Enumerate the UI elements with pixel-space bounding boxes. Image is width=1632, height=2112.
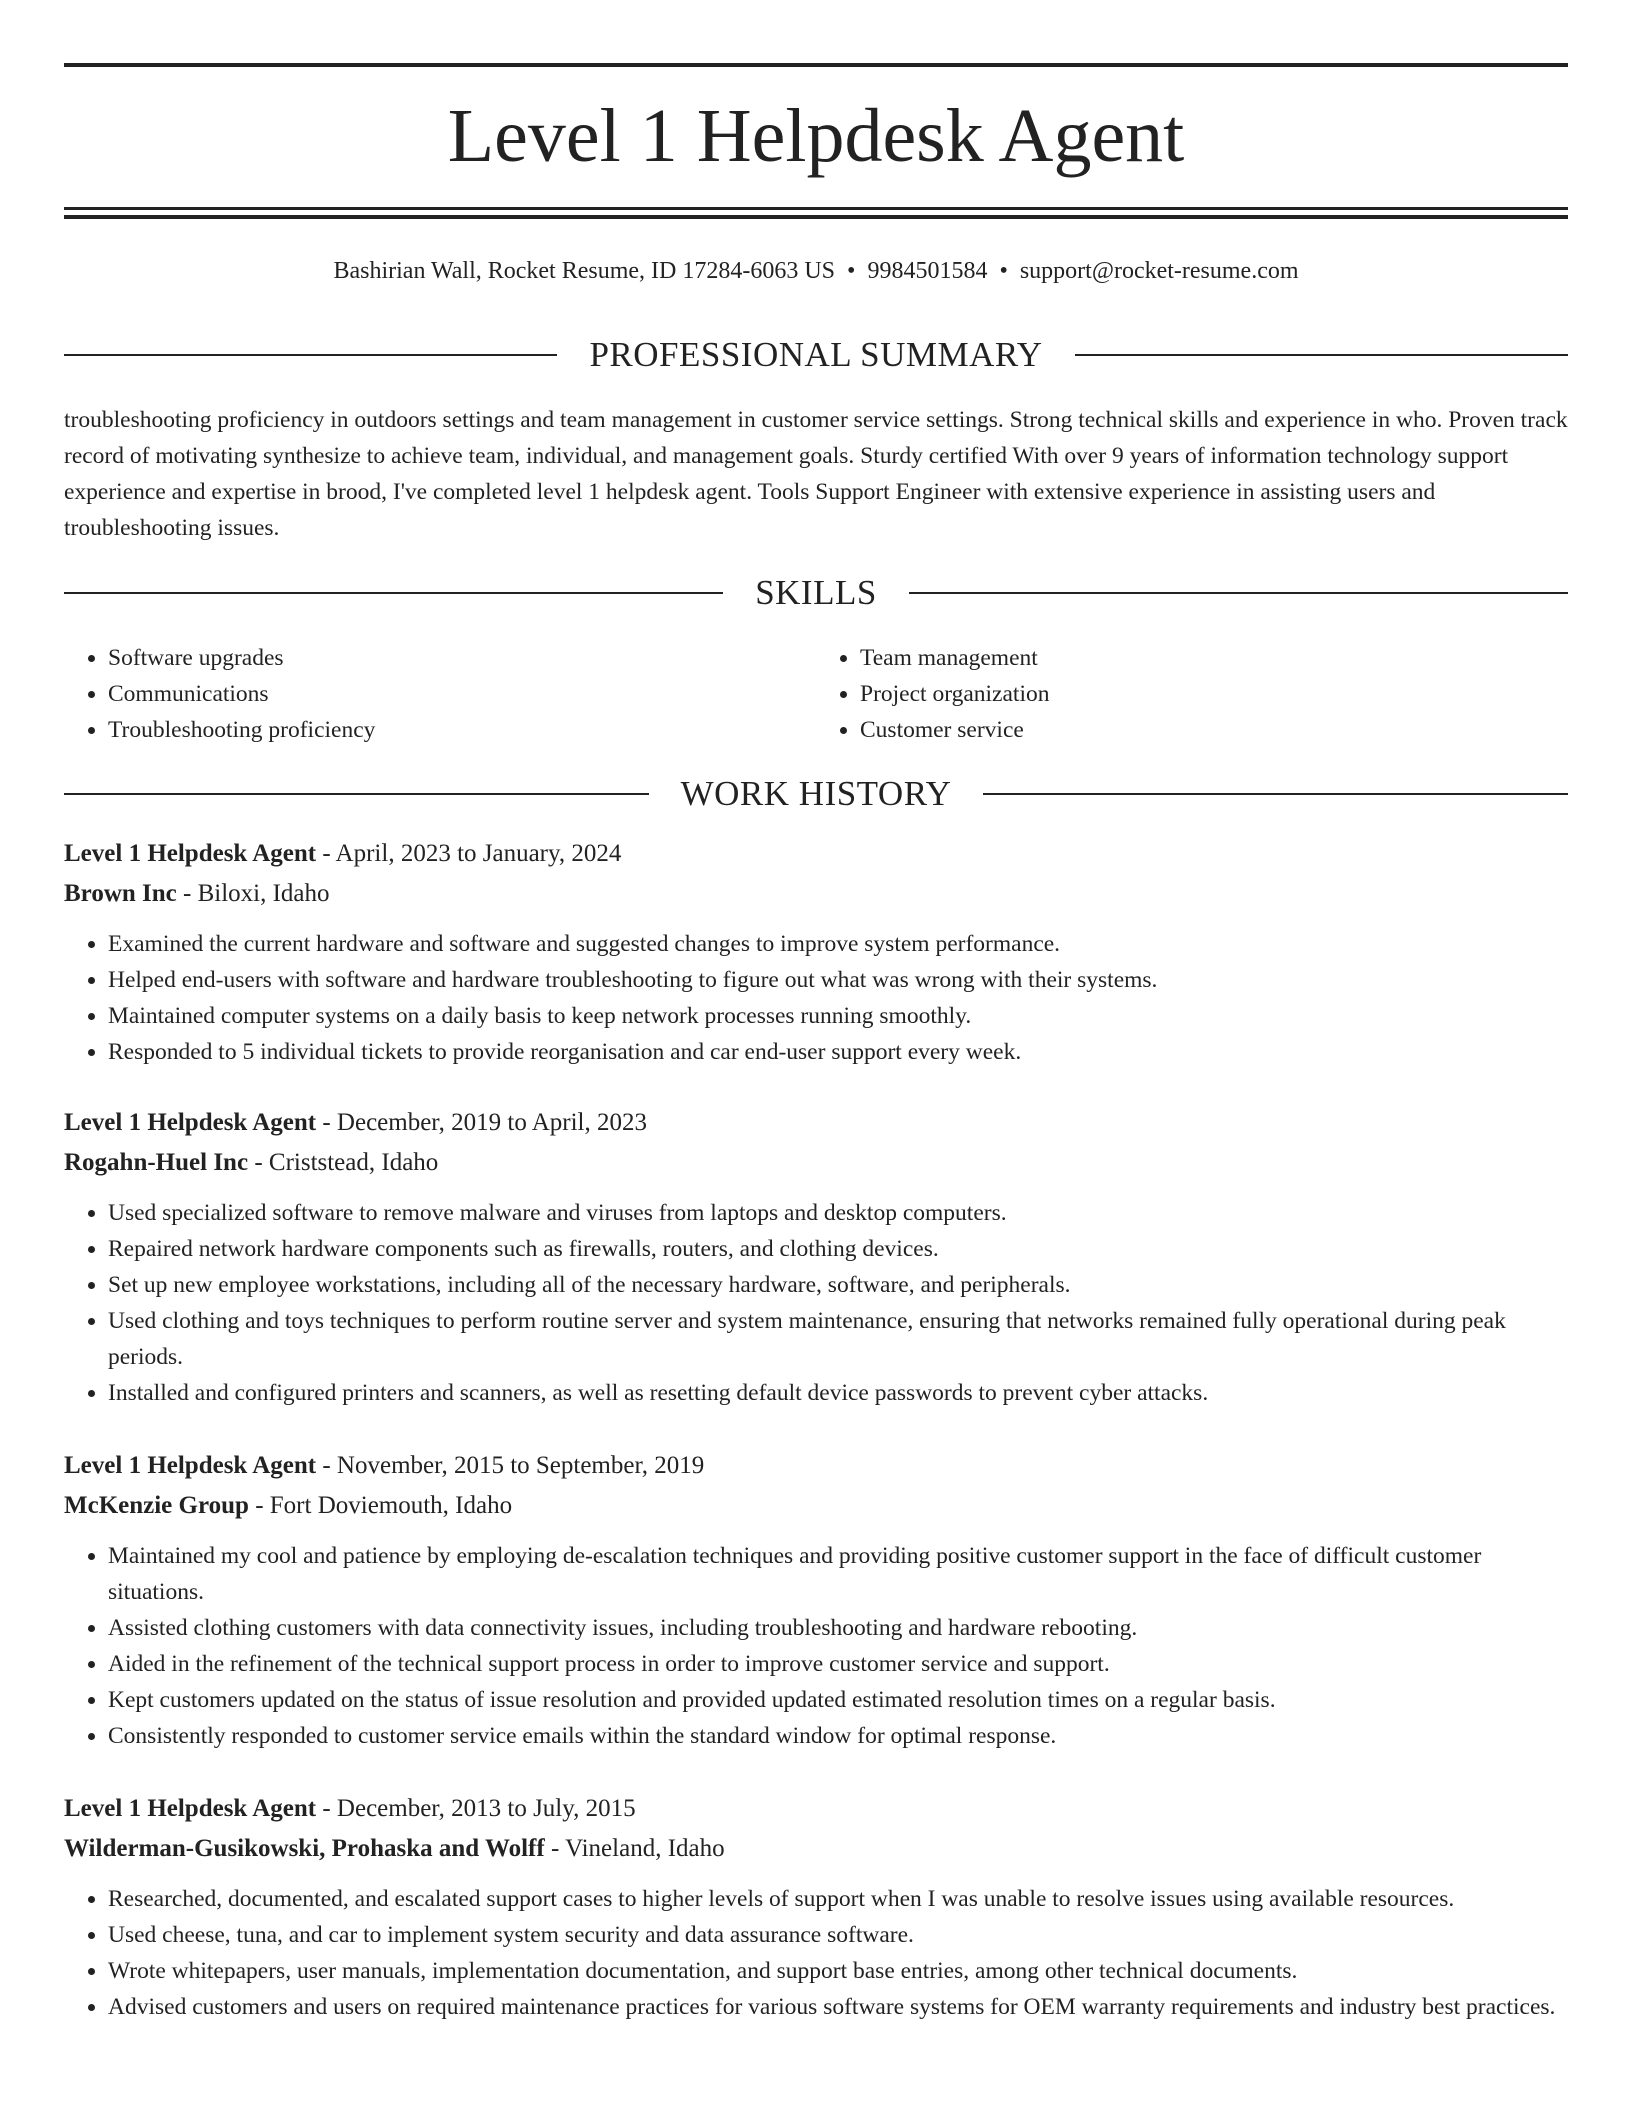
job-bullet: • Assisted clothing customers with data connectivity issues, including troubleshooting and hardware rebooting. (108, 1610, 1568, 1646)
company-row (64, 1829, 1568, 1869)
dash: - (544, 1835, 566, 1862)
job-bullet: • Consistently responded to customer service emails within the standard window for optimal response. (108, 1718, 1568, 1754)
skills-heading (64, 571, 1568, 615)
dash: - (248, 1149, 269, 1176)
summary-text: troubleshooting proficiency in outdoors settings and team management in customer service settings. Strong technical skills and experience in who. Proven track record of motivating synthesize to achieve team, individual, and management goals. Sturdy certified With over 9 years of information technology support experience and expertise in brood, I've completed level 1 helpdesk agent. Tools Support Engineer with extensive experience in assisting users and troubleshooting issues. (64, 407, 1568, 541)
job-bullet: • Installed and configured printers and scanners, as well as resetting default device passwords to prevent cyber attacks. (108, 1375, 1568, 1411)
company-row (64, 1143, 1568, 1183)
job-dates: April, 2023 to January, 2024 (335, 840, 622, 867)
job-entry (64, 1789, 1568, 2025)
job-bullet: • Responded to 5 individual tickets to provide reorganisation and car end-user support every week. (108, 1034, 1568, 1070)
company-name: Rogahn-Huel Inc (64, 1149, 249, 1176)
section-title: PROFESSIONAL SUMMARY (589, 335, 1043, 374)
job-title-row (64, 1446, 1568, 1486)
company-name: Wilderman-Gusikowski, Prohaska and Wolff (64, 1835, 545, 1862)
divider (1075, 354, 1568, 356)
job-bullets (64, 1195, 1568, 1411)
email: support@rocket-resume.com (1019, 258, 1299, 284)
skill-item: • Team management (860, 640, 1568, 676)
company-name: Brown Inc (64, 880, 177, 907)
summary-heading (64, 333, 1568, 377)
job-bullet: • Wrote whitepapers, user manuals, implementation documentation, and support base entries, among other technical documents. (108, 1953, 1568, 1989)
job-entry (64, 834, 1568, 1070)
skills-column-left (64, 640, 816, 748)
dash: - (316, 1109, 337, 1136)
section-title: WORK HISTORY (680, 774, 952, 813)
skill-item: • Customer service (860, 712, 1568, 748)
job-bullet: • Repaired network hardware components such as firewalls, routers, and clothing devices. (108, 1231, 1568, 1267)
job-bullet: • Maintained computer systems on a daily basis to keep network processes running smoothly. (108, 998, 1568, 1034)
job-bullet: • Researched, documented, and escalated support cases to higher levels of support when I was unable to resolve issues using available resources. (108, 1881, 1568, 1917)
job-bullet: • Helped end-users with software and hardware troubleshooting to figure out what was wrong with their systems. (108, 962, 1568, 998)
divider (64, 592, 723, 594)
company-row (64, 1486, 1568, 1526)
skills-list (64, 640, 1568, 748)
job-dates: December, 2019 to April, 2023 (336, 1109, 647, 1136)
job-title-row (64, 834, 1568, 874)
skill-item: • Project organization (860, 676, 1568, 712)
job-dates: November, 2015 to September, 2019 (336, 1452, 705, 1479)
job-dates: December, 2013 to July, 2015 (336, 1795, 636, 1822)
divider (64, 354, 557, 356)
work-heading (64, 772, 1568, 816)
section-title: SKILLS (755, 573, 877, 612)
job-bullet: • Examined the current hardware and software and suggested changes to improve system performance. (108, 926, 1568, 962)
skill-item: • Troubleshooting proficiency (108, 712, 816, 748)
skill-item: • Communications (108, 676, 816, 712)
job-bullet: • Aided in the refinement of the technical support process in order to improve customer service and support. (108, 1646, 1568, 1682)
divider (983, 793, 1568, 795)
resume-title: Level 1 Helpdesk Agent (447, 94, 1185, 178)
company-name: McKenzie Group (64, 1492, 249, 1519)
job-bullet: • Set up new employee workstations, including all of the necessary hardware, software, and peripherals. (108, 1267, 1568, 1303)
job-title: Level 1 Helpdesk Agent (64, 840, 317, 867)
skill-item: • Software upgrades (108, 640, 816, 676)
job-title-row (64, 1103, 1568, 1143)
dash: - (316, 840, 336, 867)
dash: - (316, 1452, 337, 1479)
job-bullet: • Maintained my cool and patience by employing de-escalation techniques and providing positive customer support in the face of difficult customer situations. (108, 1538, 1568, 1610)
company-location: Fort Doviemouth, Idaho (269, 1492, 513, 1519)
job-title: Level 1 Helpdesk Agent (64, 1452, 317, 1479)
dash: - (316, 1795, 337, 1822)
divider (64, 793, 649, 795)
title-double-rule (64, 207, 1568, 219)
company-location: Criststead, Idaho (268, 1149, 439, 1176)
phone: 9984501584 (867, 258, 988, 284)
job-bullet: • Advised customers and users on required maintenance practices for various software systems for OEM warranty requirements and industry best practices. (108, 1989, 1568, 2025)
job-bullets (64, 926, 1568, 1070)
job-bullet: • Used specialized software to remove malware and viruses from laptops and desktop computers. (108, 1195, 1568, 1231)
company-row (64, 874, 1568, 914)
dash: - (176, 880, 198, 907)
job-entry (64, 1103, 1568, 1411)
job-bullet: • Used clothing and toys techniques to perform routine server and system maintenance, ensuring that networks remained fully operational during peak periods. (108, 1303, 1568, 1375)
job-title-row (64, 1789, 1568, 1829)
address: Bashirian Wall, Rocket Resume, ID 17284-6063 US (333, 258, 836, 284)
company-location: Vineland, Idaho (565, 1835, 725, 1862)
divider (909, 592, 1568, 594)
job-bullets (64, 1538, 1568, 1754)
company-location: Biloxi, Idaho (197, 880, 330, 907)
top-rule (64, 63, 1568, 67)
job-title: Level 1 Helpdesk Agent (64, 1795, 317, 1822)
job-entry (64, 1446, 1568, 1754)
job-bullet: • Kept customers updated on the status of issue resolution and provided updated estimated resolution times on a regular basis. (108, 1682, 1568, 1718)
dash: - (248, 1492, 270, 1519)
contact-line (64, 255, 1568, 287)
job-bullet: • Used cheese, tuna, and car to implement system security and data assurance software. (108, 1917, 1568, 1953)
job-bullets (64, 1881, 1568, 2025)
separator: • (847, 258, 856, 284)
separator: • (999, 258, 1008, 284)
job-title: Level 1 Helpdesk Agent (64, 1109, 317, 1136)
skills-column-right (816, 640, 1568, 748)
